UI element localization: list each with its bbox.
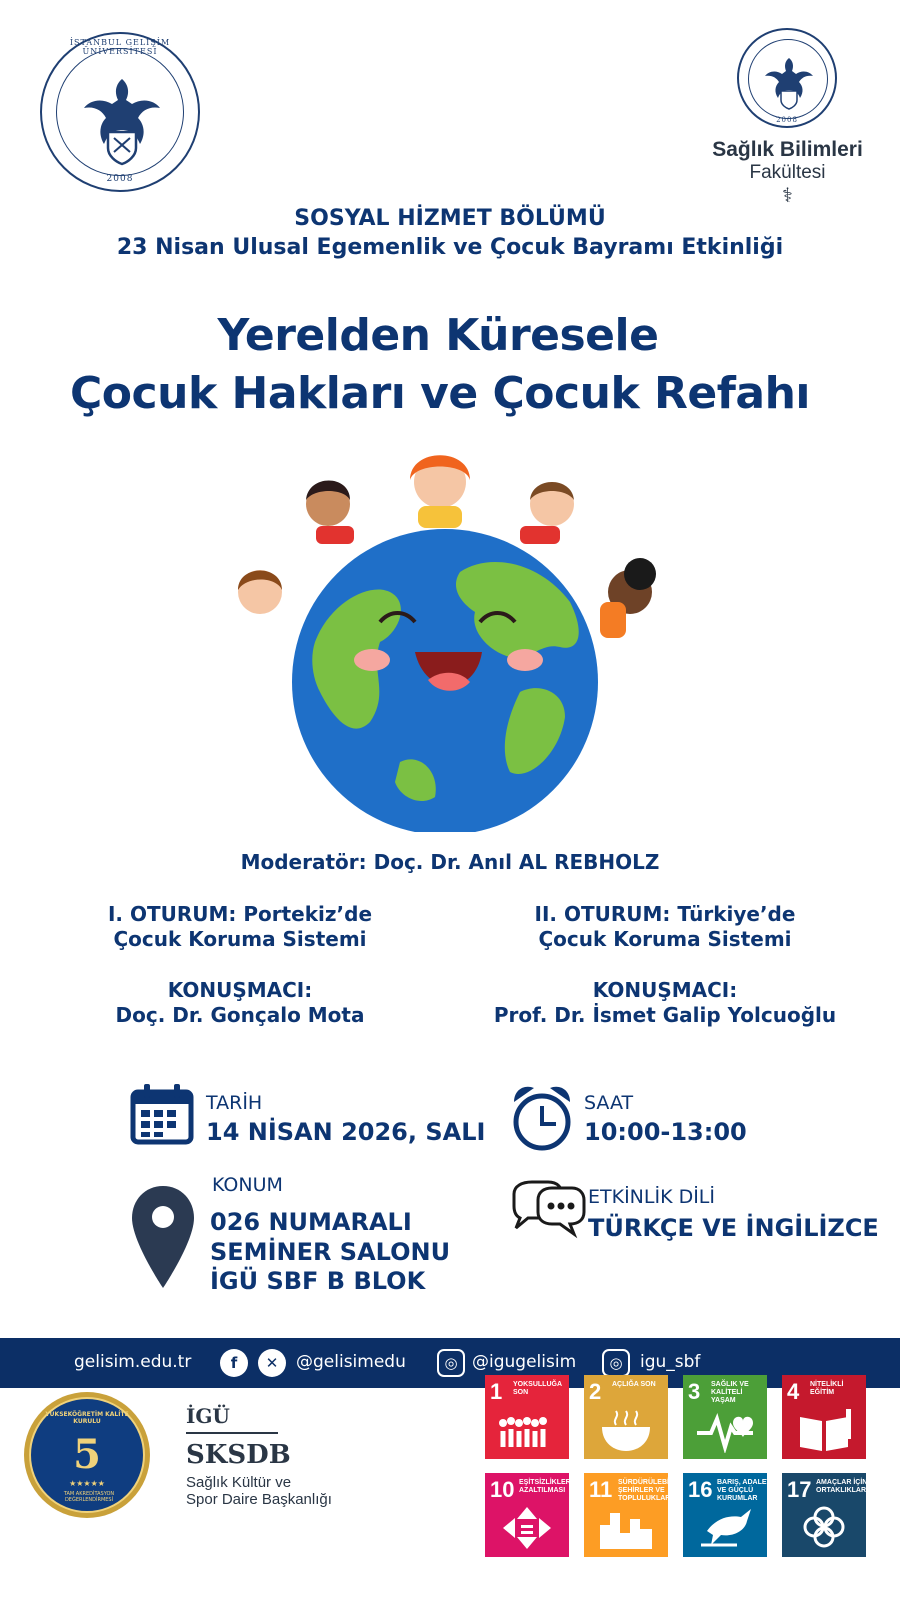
- phoenix-emblem-icon: [42, 34, 202, 194]
- sdg-caption: BARIŞ, ADALET VE GÜÇLÜ KURUMLAR: [717, 1479, 771, 1502]
- faculty-seal: [737, 28, 837, 128]
- location-line2: SEMİNER SALONU: [210, 1238, 451, 1266]
- sdg-tile-11: [584, 1473, 681, 1557]
- unit-abbr-2: SKSDB: [186, 1440, 291, 1470]
- session-2-title-line2: Çocuk Koruma Sistemi: [538, 927, 792, 951]
- sdg-number: 16: [688, 1477, 713, 1502]
- location-pin-icon: [130, 1184, 196, 1290]
- sdg-11-icon: [598, 1505, 654, 1551]
- accreditation-badge: [24, 1392, 150, 1518]
- sdg-number: 17: [787, 1477, 812, 1502]
- seal-ring-text: İSTANBUL GELİŞİM ÜNİVERSİTESİ: [69, 38, 171, 56]
- moderator: Moderatör: Doç. Dr. Anıl AL REBHOLZ: [240, 850, 660, 874]
- title-line2: Çocuk Hakları ve Çocuk Refahı: [70, 368, 810, 419]
- sdg-tile-4: [782, 1375, 866, 1459]
- calendar-icon: [130, 1082, 194, 1146]
- x-icon[interactable]: ✕: [258, 1349, 286, 1377]
- session-2-speaker-label: KONUŞMACI:: [592, 978, 738, 1002]
- unit-abbr-1: İGÜ: [186, 1404, 278, 1434]
- session-1-speaker: Doç. Dr. Gonçalo Mota: [115, 1003, 365, 1027]
- seal-year: 2008: [106, 174, 134, 184]
- language-value: TÜRKÇE VE İNGİLİZCE: [588, 1214, 879, 1242]
- sdg-number: 11: [589, 1477, 613, 1502]
- sdg-1-icon: [499, 1407, 555, 1453]
- location-line1: 026 NUMARALI: [210, 1208, 412, 1236]
- instagram-handle-2[interactable]: igu_sbf: [640, 1352, 701, 1372]
- sdg-10-icon: [499, 1505, 555, 1551]
- sdg-caption: NİTELİKLİ EĞİTİM: [810, 1381, 844, 1396]
- sdg-tile-17: [782, 1473, 866, 1557]
- date-label: TARİH: [206, 1092, 263, 1114]
- badge-stars: ★★★★★: [69, 1479, 105, 1488]
- time-value: 10:00-13:00: [584, 1118, 747, 1146]
- sdg-tile-16: [683, 1473, 771, 1557]
- badge-bottom-text: TAM AKREDİTASYON DEĞERLENDİRMESİ: [63, 1491, 115, 1503]
- instagram-icon[interactable]: ◎: [437, 1349, 465, 1377]
- session-1-title-line1: I. OTURUM: Portekiz’de: [107, 902, 373, 926]
- sdg-number: 2: [589, 1379, 602, 1404]
- department-heading: SOSYAL HİZMET BÖLÜMÜ: [294, 206, 606, 231]
- session-1-title-line2: Çocuk Koruma Sistemi: [113, 927, 367, 951]
- sdg-tile-1: [485, 1375, 569, 1459]
- sksdb-logo: [186, 1404, 386, 1508]
- faculty-name: [700, 138, 875, 206]
- sdg-tile-10: [485, 1473, 578, 1557]
- sdg-tile-3: [683, 1375, 767, 1459]
- language-label: ETKİNLİK DİLİ: [588, 1186, 715, 1208]
- title-line1: Yerelden Küresele: [217, 310, 659, 361]
- sdg-caption: SÜRDÜRÜLEBİLİR ŞEHİRLER VE TOPLULUKLAR: [618, 1479, 681, 1502]
- date-value: 14 NİSAN 2026, SALI: [206, 1118, 486, 1146]
- faculty-name-line2: Fakültesi: [749, 162, 826, 183]
- session-1: [40, 902, 440, 1028]
- sdg-number: 1: [490, 1379, 503, 1404]
- location-line3: İGÜ SBF B BLOK: [210, 1267, 426, 1295]
- time-label: SAAT: [584, 1092, 634, 1114]
- unit-name-line1: Sağlık Kültür ve: [186, 1474, 292, 1491]
- globe-children-illustration: [220, 442, 680, 832]
- university-seal: [40, 32, 200, 192]
- x-handle[interactable]: @gelisimedu: [296, 1352, 406, 1372]
- badge-number: 5: [73, 1431, 101, 1478]
- sdg-caption: AMAÇLAR İÇİN ORTAKLIKLAR: [816, 1479, 868, 1494]
- sdg-3-icon: [697, 1407, 753, 1453]
- sdg-4-icon: [796, 1407, 852, 1453]
- facebook-icon[interactable]: f: [220, 1349, 248, 1377]
- faculty-name-line1: Sağlık Bilimleri: [712, 138, 863, 161]
- session-2-title-line1: II. OTURUM: Türkiye’de: [534, 902, 796, 926]
- sdg-number: 3: [688, 1379, 701, 1404]
- caduceus-icon: ⚕: [782, 183, 793, 207]
- session-2: [460, 902, 870, 1028]
- sdg-number: 4: [787, 1379, 800, 1404]
- event-heading: 23 Nisan Ulusal Egemenlik ve Çocuk Bayramı Etkinliği: [116, 235, 784, 260]
- sdg-caption: SAĞLIK VE KALİTELİ YAŞAM: [711, 1381, 749, 1404]
- sdg-17-icon: [796, 1505, 852, 1551]
- alarm-clock-icon: [510, 1082, 574, 1154]
- instagram-icon-2[interactable]: ◎: [602, 1349, 630, 1377]
- sdg-tile-2: [584, 1375, 668, 1459]
- sdg-2-icon: [598, 1407, 654, 1453]
- faculty-seal-year: 2008: [776, 116, 798, 124]
- sdg-caption: AÇLIĞA SON: [612, 1381, 656, 1388]
- unit-name-line2: Spor Daire Başkanlığı: [186, 1491, 332, 1508]
- session-1-speaker-label: KONUŞMACI:: [167, 978, 313, 1002]
- sdg-number: 10: [490, 1477, 515, 1502]
- session-2-speaker: Prof. Dr. İsmet Galip Yolcuoğlu: [493, 1003, 837, 1027]
- phoenix-emblem-small-icon: [739, 30, 839, 130]
- location-label: KONUM: [212, 1174, 283, 1196]
- sdg-16-icon: [697, 1505, 753, 1551]
- website-link[interactable]: gelisim.edu.tr: [74, 1352, 192, 1372]
- badge-ring-text: YÜKSEKÖĞRETİM KALİTE KURULU: [45, 1411, 129, 1425]
- instagram-handle-1[interactable]: @igugelisim: [472, 1352, 577, 1372]
- sdg-caption: YOKSULLUĞA SON: [513, 1381, 562, 1396]
- sdg-caption: EŞİTSİZLİKLERİN AZALTILMASI: [519, 1479, 578, 1494]
- speech-bubbles-icon: [508, 1180, 588, 1240]
